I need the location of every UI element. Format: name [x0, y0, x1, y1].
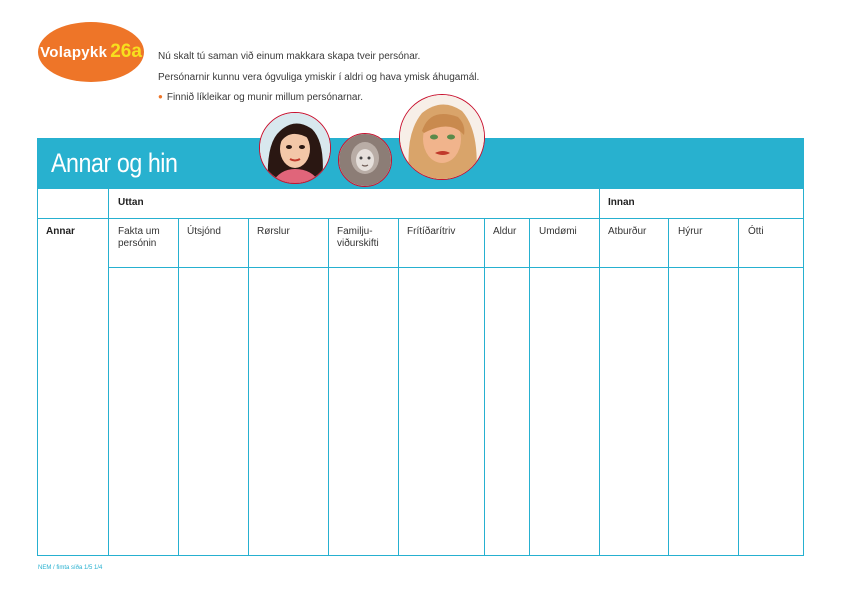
column-divider [328, 218, 329, 555]
exercise-badge [38, 22, 144, 82]
label-column-divider [108, 189, 109, 555]
column-divider [484, 218, 485, 555]
column-header: Frítíðarítriv [407, 226, 456, 237]
page-title: Annar og hin [51, 148, 178, 178]
column-header: Atburður [608, 226, 647, 237]
column-header: Útsjónd [187, 226, 221, 237]
column-divider [398, 218, 399, 555]
page-footer: NEM / fimta síða 1/5 1/4 [38, 565, 103, 571]
intro-bullet-text: Finnið líkleikar og munir millum persónarnar. [166, 92, 364, 103]
column-header: Fakta um persónin [118, 226, 160, 249]
column-divider [668, 218, 669, 555]
blurred-face-icon [338, 133, 392, 187]
column-divider [529, 218, 530, 555]
worksheet-frame [37, 138, 804, 556]
section-outer-label: Uttan [118, 197, 144, 208]
badge-number: 26a [110, 41, 142, 62]
girl-portrait-icon [399, 94, 485, 180]
outer-inner-divider [599, 189, 600, 555]
column-divider [178, 218, 179, 555]
column-header: Hýrur [678, 226, 703, 237]
intro-line-1: Nú skalt tú saman við einum makkara skapa tveir persónar. [158, 51, 421, 62]
section-inner-label: Innan [608, 197, 635, 208]
column-divider [248, 218, 249, 555]
column-header: Rørslur [257, 226, 290, 237]
intro-line-2: Persónarnir kunnu vera ógvuliga ymiskir í aldri og hava ymisk áhugamál. [158, 71, 480, 83]
row-label: Annar [46, 226, 75, 237]
header-row-divider [108, 267, 803, 268]
column-header: Umdømi [539, 226, 577, 237]
badge-word: Volapykk [40, 43, 108, 61]
woman-portrait-icon [259, 112, 331, 184]
column-header: Familju-viðurskifti [337, 226, 379, 249]
section-row-divider [38, 218, 803, 219]
column-divider [738, 218, 739, 555]
column-header: Aldur [493, 226, 517, 237]
column-header: Ótti [748, 226, 764, 237]
